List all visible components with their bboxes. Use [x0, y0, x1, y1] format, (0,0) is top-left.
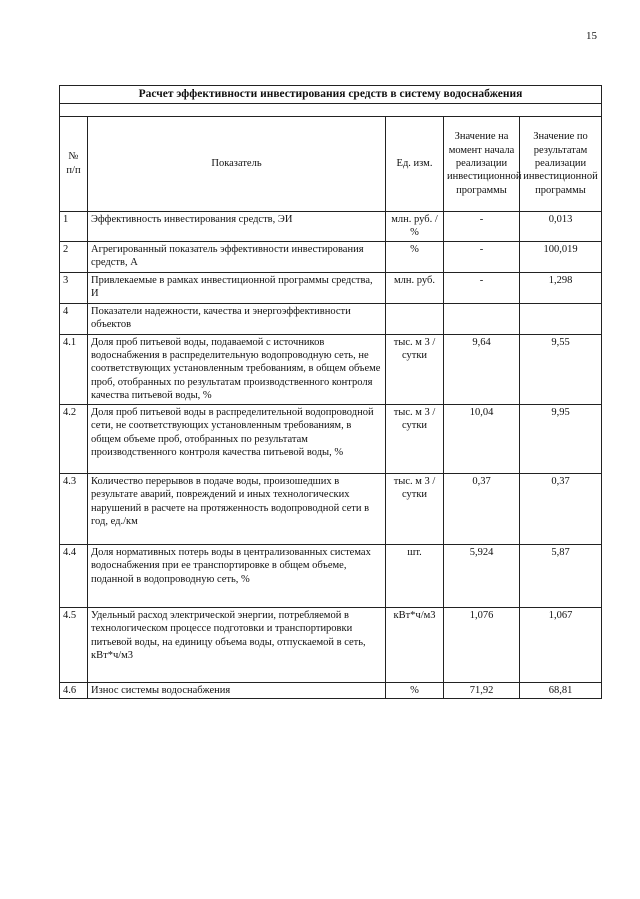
investment-efficiency-table — [59, 85, 602, 699]
row-start-value: 0,37 — [444, 473, 520, 544]
table-title: Расчет эффективности инвестирования средств в систему водоснабжения — [60, 86, 602, 104]
row-indicator: Показатели надежности, качества и энергоэффективности объектов — [88, 303, 386, 334]
header-start-value: Значение на момент начала реализации инвестиционной программы — [444, 116, 520, 211]
row-num: 2 — [60, 241, 88, 272]
row-end-value: 1,298 — [520, 272, 602, 303]
table-row — [60, 241, 602, 272]
row-start-value: 1,076 — [444, 607, 520, 682]
table-header-row — [60, 116, 602, 211]
row-num: 1 — [60, 211, 88, 241]
row-unit: млн. руб. / % — [386, 211, 444, 241]
row-indicator: Доля нормативных потерь воды в централизованных системах водоснабжения при ее транспортировке в общем объеме, поданной в водопроводную сеть, % — [88, 544, 386, 607]
row-end-value — [520, 303, 602, 334]
row-indicator: Агрегированный показатель эффективности инвестирования средств, А — [88, 241, 386, 272]
table-row — [60, 334, 602, 404]
table-row — [60, 211, 602, 241]
table-row — [60, 682, 602, 698]
row-unit: тыс. м 3 /сутки — [386, 404, 444, 473]
row-end-value: 0,37 — [520, 473, 602, 544]
table-row — [60, 473, 602, 544]
row-num: 4.2 — [60, 404, 88, 473]
row-unit: кВт*ч/м3 — [386, 607, 444, 682]
row-start-value: - — [444, 241, 520, 272]
row-end-value: 0,013 — [520, 211, 602, 241]
row-end-value: 9,95 — [520, 404, 602, 473]
row-unit: шт. — [386, 544, 444, 607]
row-num: 3 — [60, 272, 88, 303]
row-start-value: - — [444, 272, 520, 303]
row-start-value: 9,64 — [444, 334, 520, 404]
row-indicator: Привлекаемые в рамках инвестиционной программы средства, И — [88, 272, 386, 303]
row-start-value: 10,04 — [444, 404, 520, 473]
row-num: 4.5 — [60, 607, 88, 682]
row-num: 4.6 — [60, 682, 88, 698]
row-indicator: Удельный расход электрической энергии, потребляемой в технологическом процессе подготовки и транспортировки питьевой воды, на единицу объема воды, отпускаемой в сеть, кВт*ч/м3 — [88, 607, 386, 682]
table-row — [60, 303, 602, 334]
header-num: № п/п — [60, 116, 88, 211]
row-unit — [386, 303, 444, 334]
row-end-value: 68,81 — [520, 682, 602, 698]
row-unit: % — [386, 682, 444, 698]
row-end-value: 9,55 — [520, 334, 602, 404]
spacer-row — [60, 103, 602, 116]
row-start-value: 71,92 — [444, 682, 520, 698]
row-end-value: 5,87 — [520, 544, 602, 607]
row-start-value — [444, 303, 520, 334]
row-unit: тыс. м 3 /сутки — [386, 473, 444, 544]
table-row — [60, 404, 602, 473]
row-indicator: Количество перерывов в подаче воды, произошедших в результате аварий, повреждений и иных технологических нарушений в расчете на протяженность водопроводной сети в год, ед./км — [88, 473, 386, 544]
row-num: 4.1 — [60, 334, 88, 404]
row-end-value: 100,019 — [520, 241, 602, 272]
table-row — [60, 272, 602, 303]
row-indicator: Доля проб питьевой воды в распределительной водопроводной сети, не соответствующих установленным требованиям, в общем объеме проб, отобранных по результатам производственного контроля качества питьевой воды, % — [88, 404, 386, 473]
row-start-value: 5,924 — [444, 544, 520, 607]
row-start-value: - — [444, 211, 520, 241]
row-indicator: Доля проб питьевой воды, подаваемой с источников водоснабжения в распределительную водопроводную сеть, не соответствующих установленным требованиям, в общем объеме проб, отобранных по результатам производственного контроля качества питьевой воды, % — [88, 334, 386, 404]
row-num: 4.4 — [60, 544, 88, 607]
header-unit: Ед. изм. — [386, 116, 444, 211]
row-unit: % — [386, 241, 444, 272]
row-end-value: 1,067 — [520, 607, 602, 682]
row-unit: млн. руб. — [386, 272, 444, 303]
page-number: 15 — [586, 30, 597, 42]
table-row — [60, 544, 602, 607]
row-num: 4.3 — [60, 473, 88, 544]
header-indicator: Показатель — [88, 116, 386, 211]
row-indicator: Износ системы водоснабжения — [88, 682, 386, 698]
row-indicator: Эффективность инвестирования средств, ЭИ — [88, 211, 386, 241]
table-row — [60, 607, 602, 682]
header-end-value: Значение по результатам реализации инвестиционной программы — [520, 116, 602, 211]
row-unit: тыс. м 3 /сутки — [386, 334, 444, 404]
row-num: 4 — [60, 303, 88, 334]
